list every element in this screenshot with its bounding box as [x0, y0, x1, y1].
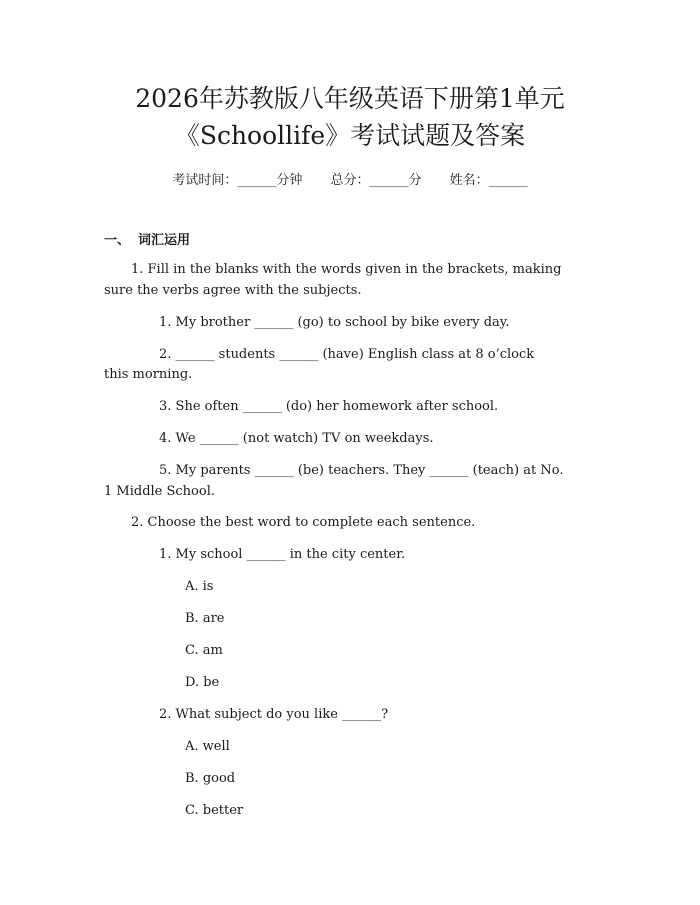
question-1-line-2: sure the verbs agree with the subjects. — [104, 283, 362, 298]
q2-item-1-option-c: C. am — [185, 643, 223, 658]
question-2-line-1: 2. Choose the best word to complete each sentence. — [131, 515, 476, 530]
exam-info — [0, 169, 700, 188]
q1-item-2: 2. ______ students ______ (have) English class at 8 o’clock — [159, 347, 535, 362]
q2-item-2-option-a: A. well — [185, 739, 230, 754]
q2-item-2-option-c: C. better — [185, 803, 244, 818]
q1-item-5: 5. My parents ______ (be) teachers. They ______ (teach) at No. — [159, 463, 564, 478]
q2-item-1-option-b: B. are — [185, 611, 225, 626]
q1-item-1: 1. My brother ______ (go) to school by bike every day. — [159, 315, 510, 330]
exam-time-field: 考试时间：______分钟 — [172, 173, 303, 188]
q1-item-5-cont: 1 Middle School. — [104, 484, 216, 499]
exam-score-field: 总分：______分 — [330, 173, 422, 188]
exam-name-field: 姓名：______ — [449, 173, 528, 188]
section-title: 词汇运用 — [138, 233, 191, 248]
q2-item-1-stem: 1. My school ______ in the city center. — [159, 547, 406, 562]
q1-item-3: 3. She often ______ (do) her homework after school. — [159, 399, 499, 414]
q2-item-2-stem: 2. What subject do you like ______? — [159, 707, 389, 722]
q2-item-1-option-d: D. be — [185, 675, 220, 690]
section-number: 一、 — [104, 233, 131, 248]
title-line-2: 《Schoollife》考试试题及答案 — [174, 121, 526, 150]
q2-item-2-option-b: B. good — [185, 771, 236, 786]
q2-item-1-option-a: A. is — [185, 579, 214, 594]
section-heading — [104, 229, 190, 248]
q1-item-4: 4. We ______ (not watch) TV on weekdays. — [159, 431, 434, 446]
title-line-1: 2026年苏教版八年级英语下册第1单元 — [135, 84, 565, 113]
q1-item-2-cont: this morning. — [104, 367, 193, 382]
question-1-line-1: 1. Fill in the blanks with the words given in the brackets, making — [131, 262, 562, 277]
